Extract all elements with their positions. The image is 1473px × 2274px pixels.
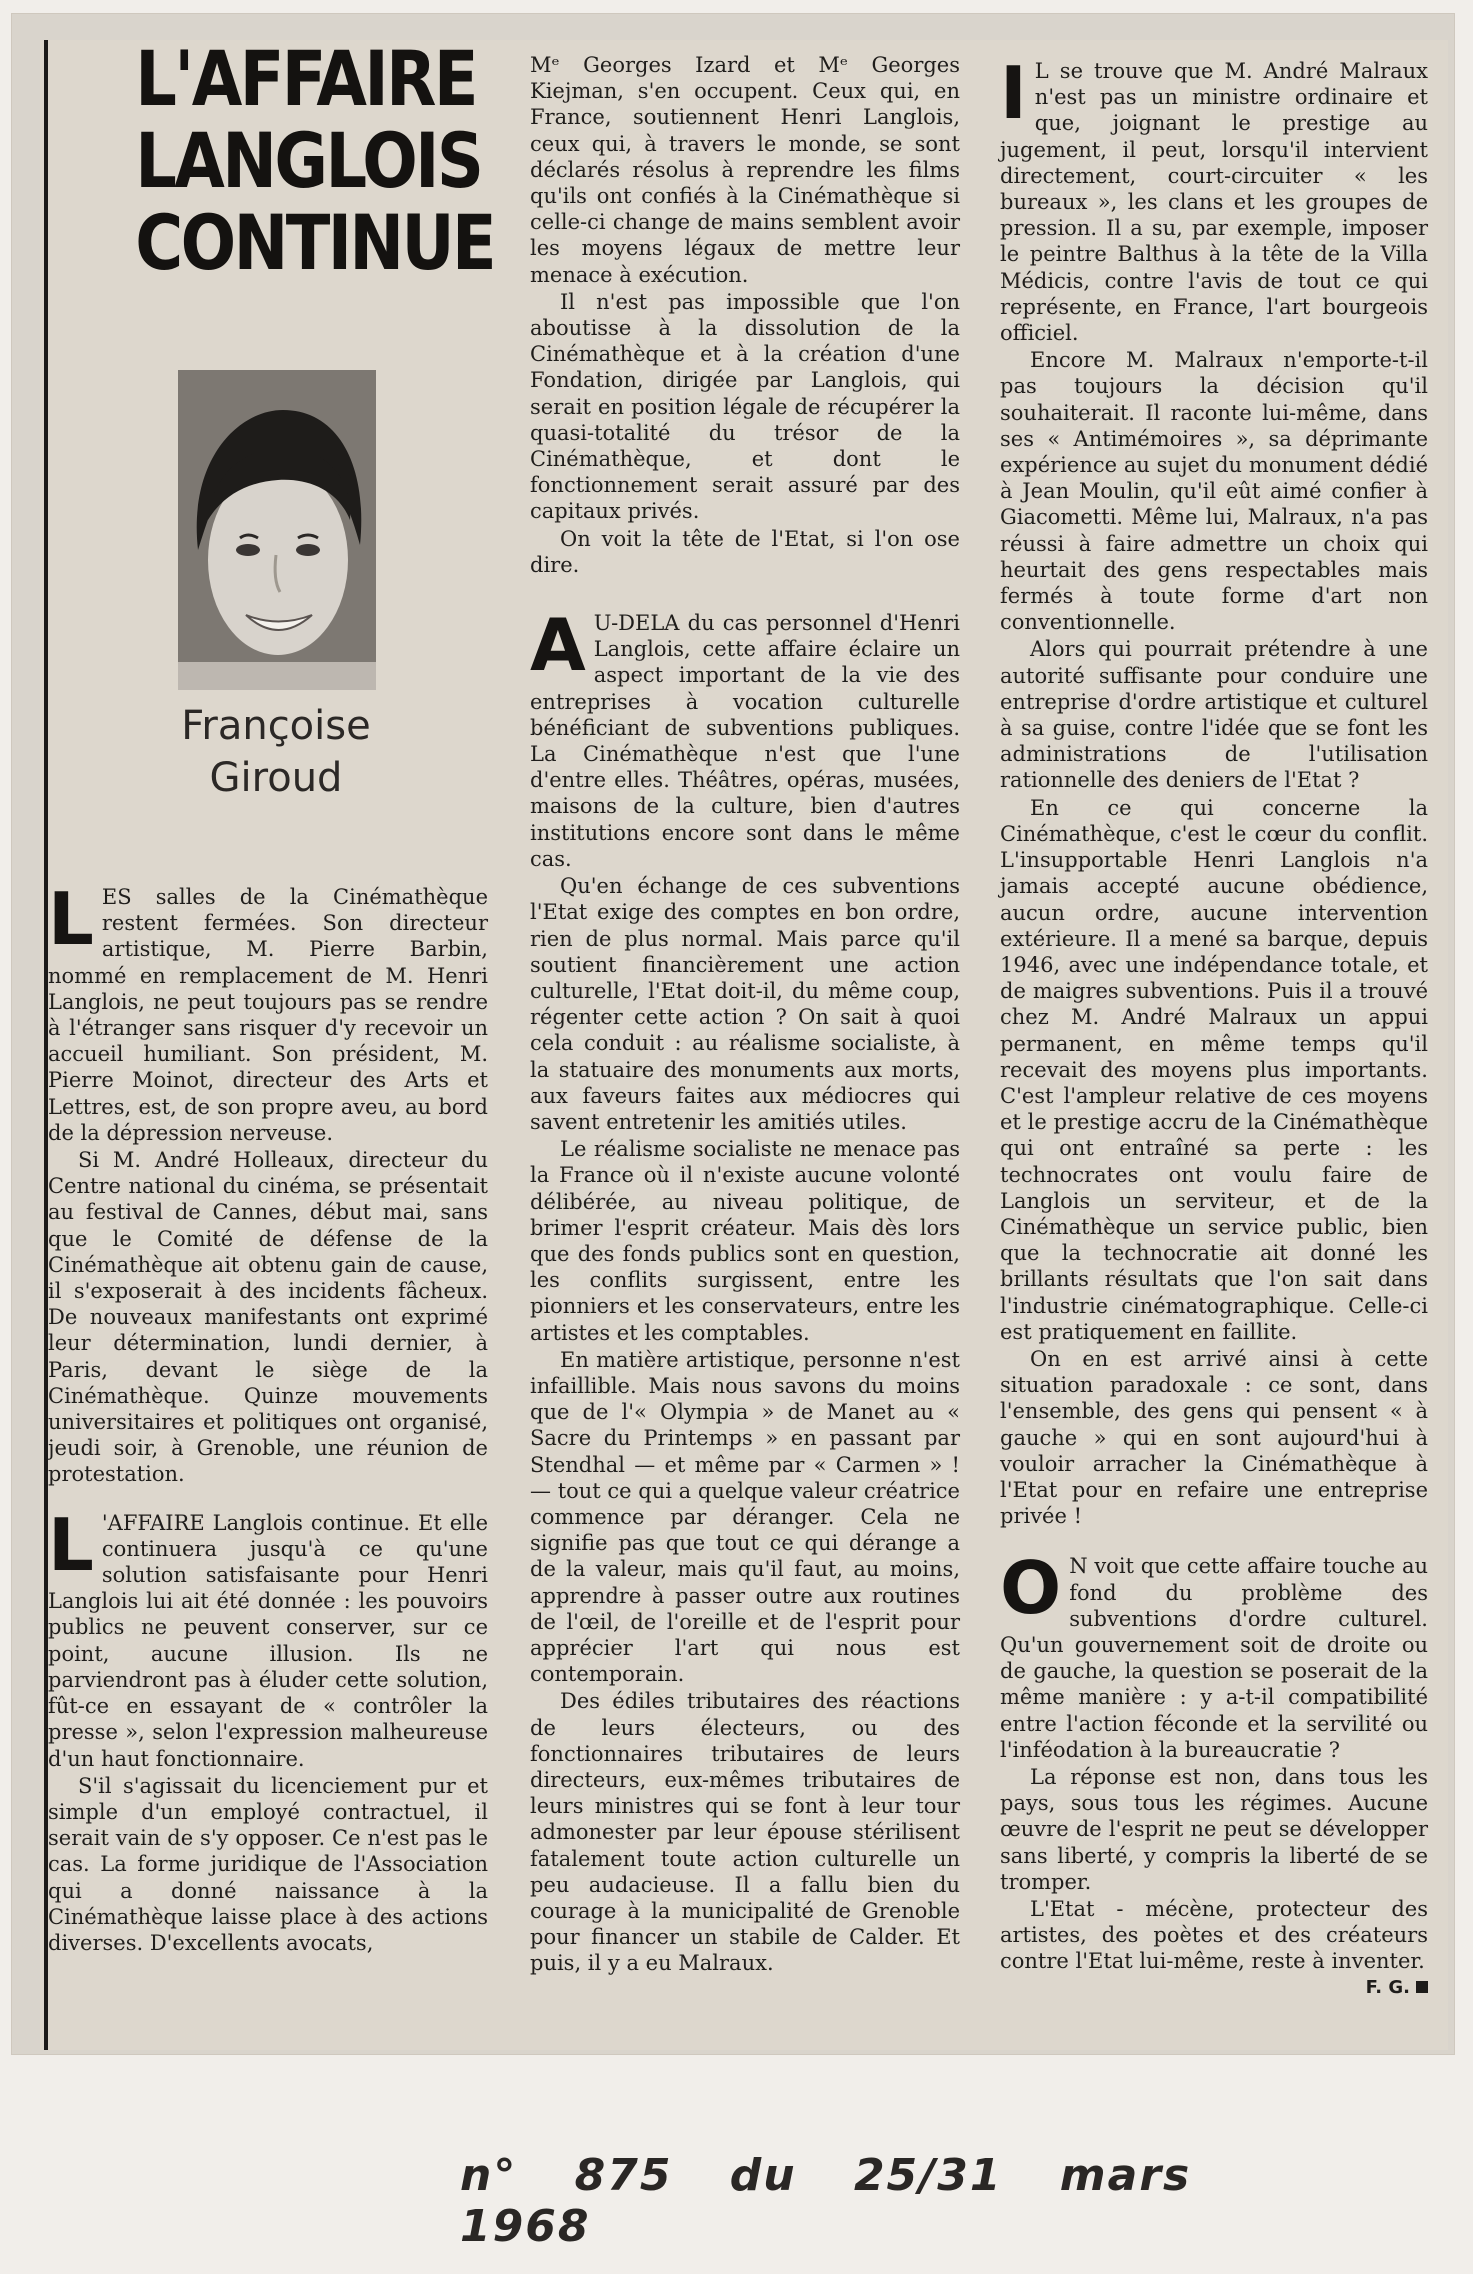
paragraph: Le réalisme socialiste ne menace pas la France où il n'existe aucune volonté délibérée, au niveau politique, de brimer l'esprit créateur. Mais dès lors que des fonds publics sont en question, les conflits surgissent, entre les pionniers et les conservateurs, entre les artistes et les comptables. bbox=[530, 1137, 960, 1345]
paragraph: L'Etat - mécène, protecteur des artistes, des poètes et des créateurs contre l'Etat lui-même, reste à inventer. bbox=[1000, 1897, 1428, 1974]
column-3 bbox=[1000, 51, 1428, 2001]
column-2 bbox=[530, 52, 960, 1977]
signature bbox=[1000, 1975, 1428, 2001]
paragraph-text: U-DELA du cas personnel d'Henri Langlois, cette affaire éclaire un aspect important de la vie des entreprises à vocation culturelle bénéficiant de subventions publiques. La Cinémathèque n'est que l'une d'entre elles. Théâtres, opéras, musées, maisons de la culture, bien d'autres institutions encore sont dans le même cas. bbox=[530, 611, 960, 871]
paragraph: Si M. André Holleaux, directeur du Centre national du cinéma, se présentait au festival de Cannes, début mai, sans que le Comité de défense de la Cinémathèque ait obtenu gain de cause, il s'exposerait à des incidents fâcheux. De nouveaux manifestants ont exprimé leur détermination, lundi dernier, à Paris, devant le siège de la Cinémathèque. Quinze mouvements universitaires et politiques ont organisé, jeudi soir, à Grenoble, une réunion de protestation. bbox=[48, 1148, 488, 1487]
paragraph bbox=[1000, 51, 1428, 346]
paragraph: Alors qui pourrait prétendre à une autorité suffisante pour conduire une entreprise d'ordre artistique et culturel à sa guise, contre l'idée que se font les administrations de l'utilisation rationnelle des deniers de l'Etat ? bbox=[1000, 637, 1428, 793]
author-last-name: Giroud bbox=[209, 755, 343, 801]
portrait-illustration bbox=[178, 370, 376, 690]
drop-cap: L bbox=[48, 877, 94, 961]
paragraph: S'il s'agissait du licenciement pur et simple d'un employé contractuel, il serait vain de s'y opposer. Ce n'est pas le cas. La forme juridique de l'Association qui a donné naissance à la Cinémathèque laisse place à des actions diverses. D'excellents avocats, bbox=[48, 1773, 488, 1955]
paragraph bbox=[1000, 1546, 1428, 1763]
paragraph: Mᵉ Georges Izard et Mᵉ Georges Kiejman, s'en occupent. Ceux qui, en France, soutiennent Henri Langlois, ceux qui, à travers le monde, se sont déclarés résolus à reprendre les films qu'ils ont confiés à la Cinémathèque si celle-ci change de mains semblent avoir les moyens légaux de mettre leur menace à exécution. bbox=[530, 53, 960, 287]
drop-cap: O bbox=[1000, 1546, 1062, 1631]
headline bbox=[135, 34, 495, 287]
paragraph: On voit la tête de l'Etat, si l'on ose dire. bbox=[530, 526, 960, 577]
paragraph: En ce qui concerne la Cinémathèque, c'est le cœur du conflit. L'insupportable Henri Langlois n'a jamais accepté aucune obédience, aucun ordre, aucune intervention extérieure. Il a mené sa barque, depuis 1946, avec une indépendance totale, et de maigres subventions. Puis il a trouvé chez M. André Malraux un appui permanent, en même temps qu'il recevait des moyens plus importants. C'est l'ampleur relative de ces moyens et le prestige accru de la Cinémathèque qui ont entraîné sa perte : les technocrates ont voulu faire de Langlois un serviteur, et de la Cinémathèque un service public, bien que la technocratie ait donné les brillants résultats que l'on sait dans l'industrie cinématographique. Celle-ci est pratiquement en faillite. bbox=[1000, 795, 1428, 1344]
headline-line-3: CONTINUE bbox=[135, 198, 495, 287]
paragraph bbox=[530, 603, 960, 872]
paragraph: Encore M. Malraux n'emporte-t-il pas toujours la décision qu'il souhaiterait. Il raconte lui-même, dans ses « Antimémoires », sa déprimante expérience au sujet du monument dédié à Jean Moulin, qu'il eût aimé confier à Giacometti. Même lui, Malraux, n'a pas réussi à faire admettre un choix qui heurtait des gens respectables mais fermés à toute forme d'art non conventionnelle. bbox=[1000, 348, 1428, 635]
author-photo bbox=[178, 370, 376, 690]
end-mark-icon bbox=[1416, 1981, 1428, 1993]
author-first-name: Françoise bbox=[181, 703, 371, 749]
paragraph: On en est arrivé ainsi à cette situation paradoxale : ce sont, dans l'ensemble, des gens qui pensent « à gauche » qui en sont aujourd'hui à vouloir arracher la Cinémathèque à l'Etat pour en refaire une entreprise privée ! bbox=[1000, 1346, 1428, 1529]
signature-text: F. G. bbox=[1365, 1976, 1410, 1998]
column-1 bbox=[48, 877, 488, 1956]
paragraph-text: N voit que cette affaire touche au fond du problème des subventions d'ordre culturel. Qu'un gouvernement soit de droite ou de gauche, la question se poserait de la même manière : y a-t-il compatibilité entre l'action féconde et la servilité ou l'inféodation à la bureaucratie ? bbox=[1000, 1554, 1428, 1762]
headline-line-2: LANGLOIS bbox=[135, 116, 482, 205]
headline-line-1: L'AFFAIRE bbox=[135, 34, 476, 123]
paragraph bbox=[48, 877, 488, 1146]
paragraph: Il n'est pas impossible que l'on aboutisse à la dissolution de la Cinémathèque et à la création d'une Fondation, dirigée par Langlois, qui serait en position légale de récupérer la quasi-totalité du trésor de la Cinémathèque, et dont le fonctionnement serait assuré par des capitaux privés. bbox=[530, 289, 960, 524]
paragraph-text: 'AFFAIRE Langlois continue. Et elle continuera jusqu'à ce qu'une solution satisfaisante pour Henri Langlois lui ait été donnée : les pouvoirs publics ne peuvent conserver, sur ce point, aucune illusion. Ils ne parviendront pas à éluder cette solution, fût-ce en essayant de « contrôler la presse », selon l'expression malheureuse d'un haut fonctionnaire. bbox=[48, 1510, 488, 1771]
paragraph: Qu'en échange de ces subventions l'Etat exige des comptes en bon ordre, rien de plus normal. Mais parce qu'il soutient financièrement une action culturelle, l'Etat doit-il, du même coup, régenter cette action ? On sait à quoi cela conduit : au réalisme socialiste, à la statuaire des monuments aux morts, aux faveurs faites aux médiocres qui savent entretenir les amitiés utiles. bbox=[530, 874, 960, 1134]
paragraph-text: L se trouve que M. André Malraux n'est pas un ministre ordinaire et que, joignant le prestige au jugement, il peut, lorsqu'il intervient directement, court-circuiter « les bureaux », les clans et les groupes de pression. Il a su, par exemple, imposer le peintre Balthus à la tête de la Villa Médicis, contre l'avis de tout ce qui représente, en France, l'art bourgeois officiel. bbox=[1000, 59, 1428, 346]
paragraph: En matière artistique, personne n'est infaillible. Mais nous savons du moins que de l'« Olympia » de Manet au « Sacre du Printemps » en passant par Stendhal — et même par « Carmen » ! — tout ce qui a quelque valeur créatrice commence par déranger. Cela ne signifie pas que tout ce qui dérange a de la valeur, mais qu'il faut, au moins, apprendre à passer outre aux routines de l'œil, de l'oreille et de l'esprit pour apprécier l'art qui nous est contemporain. bbox=[530, 1347, 960, 1687]
drop-cap: L bbox=[48, 1502, 94, 1587]
paragraph bbox=[48, 1502, 488, 1772]
paragraph: La réponse est non, dans tous les pays, sous tous les régimes. Aucune œuvre de l'esprit ne peut se développer sans liberté, y compris la liberté de se tromper. bbox=[1000, 1765, 1428, 1894]
handwritten-note: n° 875 du 25/31 mars 1968 bbox=[460, 2150, 1192, 2252]
paragraph: Des édiles tributaires des réactions de leurs électeurs, ou des fonctionnaires tributaires de leurs directeurs, eux-mêmes tributaires de leurs ministres qui se font à leur tour admonester par leur épouse stérilisent fatalement toute action culturelle un peu audacieuse. Il a fallu bien du courage à la municipalité de Grenoble pour financer un stabile de Calder. Et puis, il y a eu Malraux. bbox=[530, 1689, 960, 1976]
drop-cap: I bbox=[1000, 51, 1027, 135]
paragraph-text: ES salles de la Cinémathèque restent fermées. Son directeur artistique, M. Pierre Barbin, nommé en remplacement de M. Henri Langlois, ne peut toujours pas se rendre à l'étranger sans risquer d'y recevoir un accueil humiliant. Son président, M. Pierre Moinot, directeur des Arts et Lettres, est, de son propre aveu, au bord de la dépression nerveuse. bbox=[48, 885, 488, 1145]
drop-cap: A bbox=[530, 603, 586, 688]
author-name bbox=[120, 700, 432, 804]
